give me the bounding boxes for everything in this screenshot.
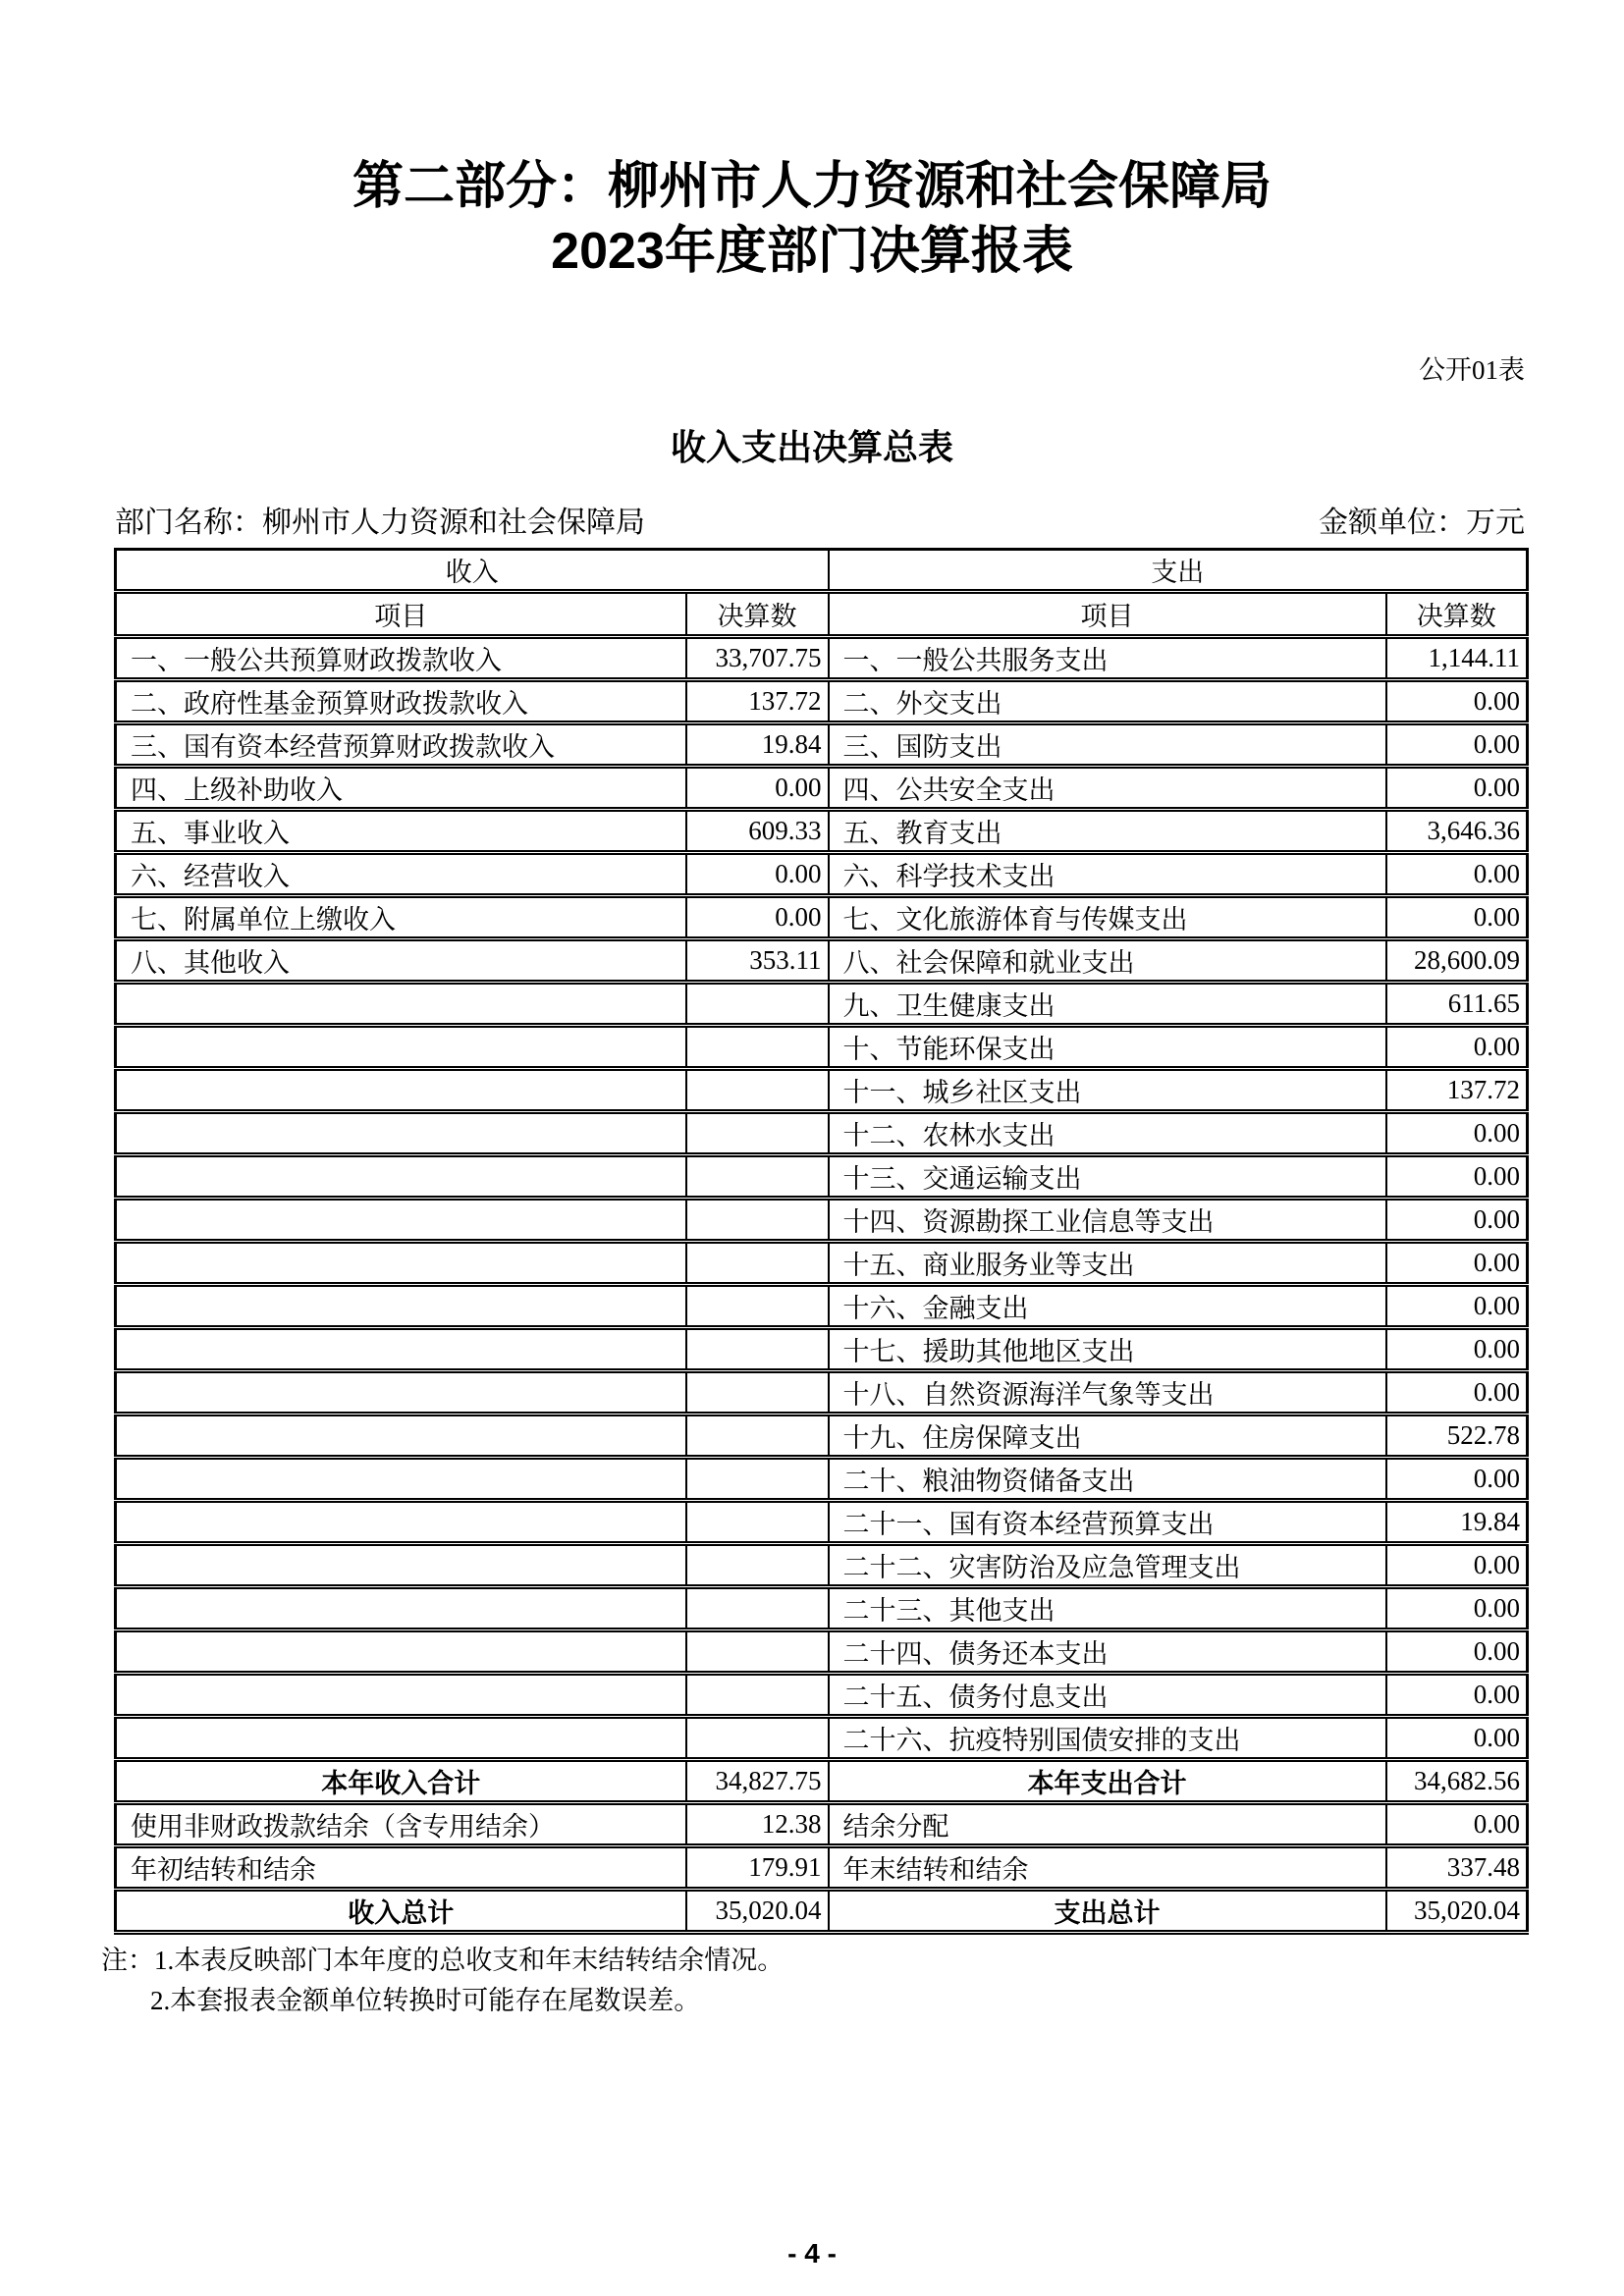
- income-amount-cell: [686, 1026, 829, 1069]
- expense-amount-cell: 19.84: [1386, 1501, 1528, 1544]
- table-row: [116, 680, 1528, 723]
- expense-amount-header: 决算数: [1386, 592, 1528, 637]
- income-amount-cell: [686, 1242, 829, 1285]
- income-amount-cell: [686, 1199, 829, 1242]
- table-row: [116, 1026, 1528, 1069]
- table-row: [116, 1458, 1528, 1501]
- table-row: [116, 983, 1528, 1026]
- expense-amount-cell: 0.00: [1386, 1026, 1528, 1069]
- expense-amount-cell: 522.78: [1386, 1415, 1528, 1458]
- table-row: [116, 767, 1528, 810]
- data-rows: [116, 637, 1528, 1760]
- carryover-row: [116, 1846, 1528, 1890]
- expense-item-cell: 年末结转和结余: [829, 1846, 1386, 1890]
- expense-amount-cell: 0.00: [1386, 1328, 1528, 1371]
- income-item-cell: [116, 983, 686, 1026]
- expense-amount-cell: 0.00: [1386, 1285, 1528, 1328]
- report-table-title: 收入支出决算总表: [670, 428, 953, 467]
- table-row: [116, 1544, 1528, 1587]
- expense-amount-cell: 0.00: [1386, 896, 1528, 939]
- table-row: [116, 853, 1528, 896]
- table-row: [116, 810, 1528, 853]
- expense-item-cell: 十五、商业服务业等支出: [829, 1242, 1386, 1285]
- expense-item-cell: 十七、援助其他地区支出: [829, 1328, 1386, 1371]
- income-amount-cell: 0.00: [686, 896, 829, 939]
- expense-amount-cell: 0.00: [1386, 1242, 1528, 1285]
- expense-item-cell: 二十五、债务付息支出: [829, 1674, 1386, 1717]
- income-item-cell: 七、附属单位上缴收入: [116, 896, 686, 939]
- income-amount-cell: [686, 1285, 829, 1328]
- income-item-cell: 二、政府性基金预算财政拨款收入: [116, 680, 686, 723]
- expense-amount-cell: 0.00: [1386, 1803, 1528, 1846]
- expense-item-cell: 十三、交通运输支出: [829, 1155, 1386, 1199]
- expense-amount-cell: 0.00: [1386, 1458, 1528, 1501]
- page-number: - 4 -: [787, 2238, 837, 2269]
- table-row: [116, 1371, 1528, 1415]
- income-item-cell: 一、一般公共预算财政拨款收入: [116, 637, 686, 680]
- expense-item-cell: 七、文化旅游体育与传媒支出: [829, 896, 1386, 939]
- table-row: [116, 1069, 1528, 1112]
- income-item-cell: 八、其他收入: [116, 939, 686, 983]
- note-line-2: 2.本套报表金额单位转换时可能存在尾数误差。: [150, 1986, 701, 2015]
- income-item-cell: [116, 1501, 686, 1544]
- expense-item-cell: 一、一般公共服务支出: [829, 637, 1386, 680]
- expense-amount-cell: 0.00: [1386, 1717, 1528, 1760]
- income-item-cell: [116, 1285, 686, 1328]
- income-amount-cell: 33,707.75: [686, 637, 829, 680]
- income-amount-cell: [686, 1155, 829, 1199]
- income-amount-cell: [686, 1501, 829, 1544]
- income-item-cell: [116, 1630, 686, 1674]
- expense-amount-cell: 337.48: [1386, 1846, 1528, 1890]
- expense-group-header: 支出: [829, 550, 1528, 592]
- income-item-cell: [116, 1371, 686, 1415]
- income-amount-cell: [686, 1112, 829, 1155]
- table-row: [116, 1587, 1528, 1630]
- column-header-row: [116, 592, 1528, 637]
- income-item-cell: [116, 1199, 686, 1242]
- table-row: [116, 896, 1528, 939]
- income-amount-cell: 609.33: [686, 810, 829, 853]
- expense-item-cell: 二十四、债务还本支出: [829, 1630, 1386, 1674]
- income-item-cell: [116, 1155, 686, 1199]
- table-head: [116, 550, 1528, 637]
- income-amount-cell: [686, 1544, 829, 1587]
- table-row: [116, 723, 1528, 767]
- document-title-line1: 第二部分：柳州市人力资源和社会保障局: [352, 158, 1272, 215]
- expense-item-header: 项目: [829, 592, 1386, 637]
- expense-amount-cell: 0.00: [1386, 767, 1528, 810]
- table-row: [116, 1501, 1528, 1544]
- expense-total-amount: 35,020.04: [1386, 1890, 1528, 1933]
- table-meta-row: [115, 503, 1525, 544]
- income-item-cell: 五、事业收入: [116, 810, 686, 853]
- final-accounts-table: [114, 548, 1529, 1935]
- income-amount-cell: [686, 1674, 829, 1717]
- expense-amount-cell: 0.00: [1386, 1155, 1528, 1199]
- notes-block: [101, 1941, 1624, 2021]
- income-amount-cell: [686, 1458, 829, 1501]
- income-item-cell: [116, 1069, 686, 1112]
- income-amount-cell: 137.72: [686, 680, 829, 723]
- expense-amount-cell: 0.00: [1386, 1544, 1528, 1587]
- income-item-cell: [116, 1544, 686, 1587]
- expense-item-cell: 十六、金融支出: [829, 1285, 1386, 1328]
- note-line-1: 注：1.本表反映部门本年度的总收支和年末结转结余情况。: [101, 1946, 785, 1975]
- income-item-cell: 六、经营收入: [116, 853, 686, 896]
- income-amount-cell: [686, 1069, 829, 1112]
- income-amount-cell: [686, 1328, 829, 1371]
- income-amount-cell: 12.38: [686, 1803, 829, 1846]
- expense-amount-cell: 0.00: [1386, 1199, 1528, 1242]
- table-row: [116, 1328, 1528, 1371]
- expense-subtotal-amount: 34,682.56: [1386, 1760, 1528, 1803]
- expense-amount-cell: 3,646.36: [1386, 810, 1528, 853]
- table-row: [116, 939, 1528, 983]
- income-amount-cell: 19.84: [686, 723, 829, 767]
- income-group-header: 收入: [116, 550, 829, 592]
- income-item-cell: [116, 1587, 686, 1630]
- income-amount-cell: [686, 1371, 829, 1415]
- income-item-header: 项目: [116, 592, 686, 637]
- table-row: [116, 1630, 1528, 1674]
- income-total-amount: 35,020.04: [686, 1890, 829, 1933]
- document-title-line2: 2023年度部门决算报表: [551, 223, 1073, 280]
- expense-amount-cell: 0.00: [1386, 1674, 1528, 1717]
- income-subtotal-label: 本年收入合计: [116, 1760, 686, 1803]
- expense-item-cell: 十、节能环保支出: [829, 1026, 1386, 1069]
- expense-item-cell: 八、社会保障和就业支出: [829, 939, 1386, 983]
- expense-amount-cell: 611.65: [1386, 983, 1528, 1026]
- expense-item-cell: 二十六、抗疫特别国债安排的支出: [829, 1717, 1386, 1760]
- expense-item-cell: 九、卫生健康支出: [829, 983, 1386, 1026]
- amount-unit-label: 金额单位：万元: [1319, 507, 1525, 539]
- expense-item-cell: 三、国防支出: [829, 723, 1386, 767]
- table-row: [116, 637, 1528, 680]
- expense-amount-cell: 1,144.11: [1386, 637, 1528, 680]
- table-row: [116, 1674, 1528, 1717]
- income-amount-cell: [686, 1587, 829, 1630]
- expense-amount-cell: 137.72: [1386, 1069, 1528, 1112]
- expense-amount-cell: 0.00: [1386, 1112, 1528, 1155]
- income-amount-cell: [686, 1415, 829, 1458]
- expense-item-cell: 五、教育支出: [829, 810, 1386, 853]
- income-item-cell: 使用非财政拨款结余（含专用结余）: [116, 1803, 686, 1846]
- expense-amount-cell: 0.00: [1386, 1371, 1528, 1415]
- income-subtotal-amount: 34,827.75: [686, 1760, 829, 1803]
- form-code-label: 公开01表: [1419, 355, 1525, 385]
- expense-item-cell: 二十二、灾害防治及应急管理支出: [829, 1544, 1386, 1587]
- expense-item-cell: 二十一、国有资本经营预算支出: [829, 1501, 1386, 1544]
- summary-rows: [116, 1760, 1528, 1933]
- expense-subtotal-label: 本年支出合计: [829, 1760, 1386, 1803]
- table-row: [116, 1112, 1528, 1155]
- income-item-cell: 四、上级补助收入: [116, 767, 686, 810]
- expense-item-cell: 十四、资源勘探工业信息等支出: [829, 1199, 1386, 1242]
- income-item-cell: [116, 1328, 686, 1371]
- income-amount-cell: [686, 1630, 829, 1674]
- expense-item-cell: 二十、粮油物资储备支出: [829, 1458, 1386, 1501]
- income-item-cell: 年初结转和结余: [116, 1846, 686, 1890]
- expense-item-cell: 十八、自然资源海洋气象等支出: [829, 1371, 1386, 1415]
- table-row: [116, 1717, 1528, 1760]
- subtotal-row: [116, 1760, 1528, 1803]
- expense-amount-cell: 0.00: [1386, 853, 1528, 896]
- expense-item-cell: 四、公共安全支出: [829, 767, 1386, 810]
- group-header-row: [116, 550, 1528, 592]
- income-item-cell: [116, 1717, 686, 1760]
- expense-item-cell: 六、科学技术支出: [829, 853, 1386, 896]
- income-total-label: 收入总计: [116, 1890, 686, 1933]
- expense-total-label: 支出总计: [829, 1890, 1386, 1933]
- expense-amount-cell: 0.00: [1386, 1587, 1528, 1630]
- nonfiscal-balance-row: [116, 1803, 1528, 1846]
- income-item-cell: 三、国有资本经营预算财政拨款收入: [116, 723, 686, 767]
- income-item-cell: [116, 1112, 686, 1155]
- income-item-cell: [116, 1242, 686, 1285]
- expense-amount-cell: 0.00: [1386, 723, 1528, 767]
- table-row: [116, 1242, 1528, 1285]
- income-amount-cell: 353.11: [686, 939, 829, 983]
- expense-item-cell: 二、外交支出: [829, 680, 1386, 723]
- expense-amount-cell: 28,600.09: [1386, 939, 1528, 983]
- expense-item-cell: 二十三、其他支出: [829, 1587, 1386, 1630]
- income-amount-cell: 0.00: [686, 853, 829, 896]
- table-row: [116, 1199, 1528, 1242]
- expense-item-cell: 十九、住房保障支出: [829, 1415, 1386, 1458]
- income-item-cell: [116, 1674, 686, 1717]
- expense-amount-cell: 0.00: [1386, 1630, 1528, 1674]
- income-amount-cell: 0.00: [686, 767, 829, 810]
- table-row: [116, 1415, 1528, 1458]
- income-item-cell: [116, 1458, 686, 1501]
- income-amount-cell: [686, 983, 829, 1026]
- income-item-cell: [116, 1026, 686, 1069]
- expense-item-cell: 十一、城乡社区支出: [829, 1069, 1386, 1112]
- total-row: [116, 1890, 1528, 1933]
- income-amount-cell: [686, 1717, 829, 1760]
- expense-item-cell: 十二、农林水支出: [829, 1112, 1386, 1155]
- income-amount-cell: 179.91: [686, 1846, 829, 1890]
- department-name-label: 部门名称：柳州市人力资源和社会保障局: [115, 507, 645, 539]
- income-amount-header: 决算数: [686, 592, 829, 637]
- table-row: [116, 1155, 1528, 1199]
- expense-amount-cell: 0.00: [1386, 680, 1528, 723]
- document-title: [0, 0, 1624, 284]
- income-item-cell: [116, 1415, 686, 1458]
- expense-item-cell: 结余分配: [829, 1803, 1386, 1846]
- table-row: [116, 1285, 1528, 1328]
